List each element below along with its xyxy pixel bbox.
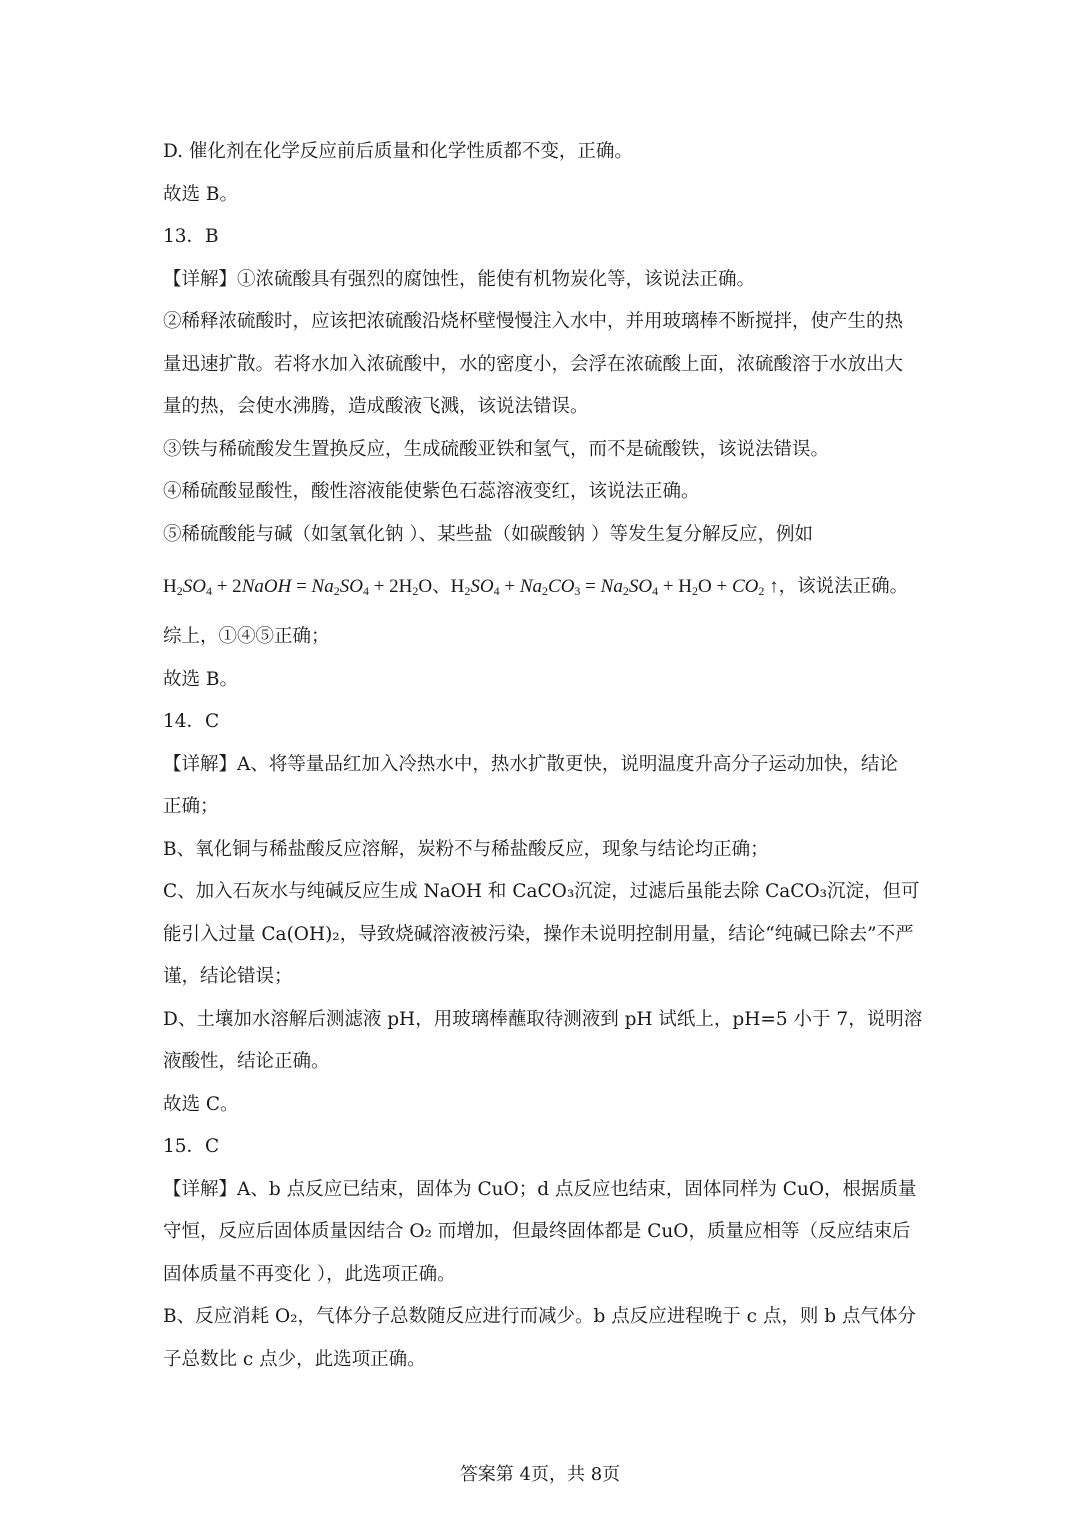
text-line: 谨，结论错误； [163,966,293,987]
text-line: D. 催化剂在化学反应前后质量和化学性质都不变，正确。 [163,141,633,162]
text-line: 故选 B。 [163,183,238,205]
text-line: B、氧化铜与稀盐酸反应溶解，炭粉不与稀盐酸反应，现象与结论均正确； [163,838,769,860]
text-line: 【详解】A、b 点反应已结束，固体为 CuO；d 点反应也结束，固体同样为 CuO，根据质量 [163,1178,917,1200]
text-line: B、反应消耗 O₂，气体分子总数随反应进行而减少。b 点反应进程晚于 c 点，则 b 点气体分 [163,1306,917,1327]
text-line: 量的热，会使水沸腾，造成酸液飞溅，该说法错误。 [163,396,589,417]
text-line: 液酸性，结论正确。 [163,1051,330,1072]
text-line: 故选 B。 [163,668,238,690]
text-line: C、加入石灰水与纯碱反应生成 NaOH 和 CaCO₃沉淀，过滤后虽能去除 CaCO₃沉淀，但可 [163,881,920,902]
text-line: 【详解】①浓硫酸具有强烈的腐蚀性，能使有机物炭化等，该说法正确。 [163,268,756,290]
text-line: 子总数比 c 点少，此选项正确。 [163,1348,426,1370]
text-line: 固体质量不再变化 ），此选项正确。 [163,1263,456,1285]
text-line: 量迅速扩散。若将水加入浓硫酸中，水的密度小，会浮在浓硫酸上面，浓硫酸溶于水放出大 [163,353,904,375]
text-line: ③铁与稀硫酸发生置换反应，生成硫酸亚铁和氢气，而不是硫酸铁，该说法错误。 [163,438,830,460]
equation-tail: ，该说法正确。 [778,576,909,597]
answer-content [163,131,923,1381]
equation-h2so4-na2co3: $H_2SO_4 + Na_2CO_3 = Na_2SO_4 + H_2O + CO_2$ ↑ [450,576,779,598]
equation-h2so4-naoh: $H_2SO_4$ + 2NaOH = $Na_2SO_4 + 2H_2O$ [163,576,433,598]
text-line: ②稀释浓硫酸时，应该把浓硫酸沿烧杯壁慢慢注入水中，并用玻璃棒不断搅拌，使产生的热 [163,311,904,332]
text-line: 故选 C。 [163,1093,239,1115]
question-number: 13．B [163,226,219,247]
question-number: 14．C [163,711,220,732]
text-line: 守恒，反应后固体质量因结合 O₂ 而增加，但最终固体都是 CuO，质量应相等（反应结束后 [163,1221,911,1242]
text-line: 正确； [163,796,219,817]
text-line: D、土壤加水溶解后测滤液 pH，用玻璃棒蘸取待测液到 pH 试纸上，pH=5 小于 7，说明溶 [163,1008,923,1030]
question-number: 15．C [163,1136,220,1157]
page-footer: 答案第 4页，共 8页 [459,1464,621,1485]
equation-separator: 、 [432,576,451,597]
text-line: ⑤稀硫酸能与碱（如氢氧化钠 ）、某些盐（如碳酸钠 ）等发生复分解反应，例如 [163,523,814,545]
text-line: 【详解】A、将等量品红加入冷热水中，热水扩散更快，说明温度升高分子运动加快，结论 [163,753,898,775]
text-line: 综上，①④⑤正确； [163,626,330,647]
text-line: 能引入过量 Ca(OH)₂，导致烧碱溶液被污染，操作未说明控制用量，结论“纯碱已除去”不严 [163,923,914,945]
text-line: ④稀硫酸显酸性，酸性溶液能使紫色石蕊溶液变红，该说法正确。 [163,481,700,502]
chemical-equations [163,556,923,616]
